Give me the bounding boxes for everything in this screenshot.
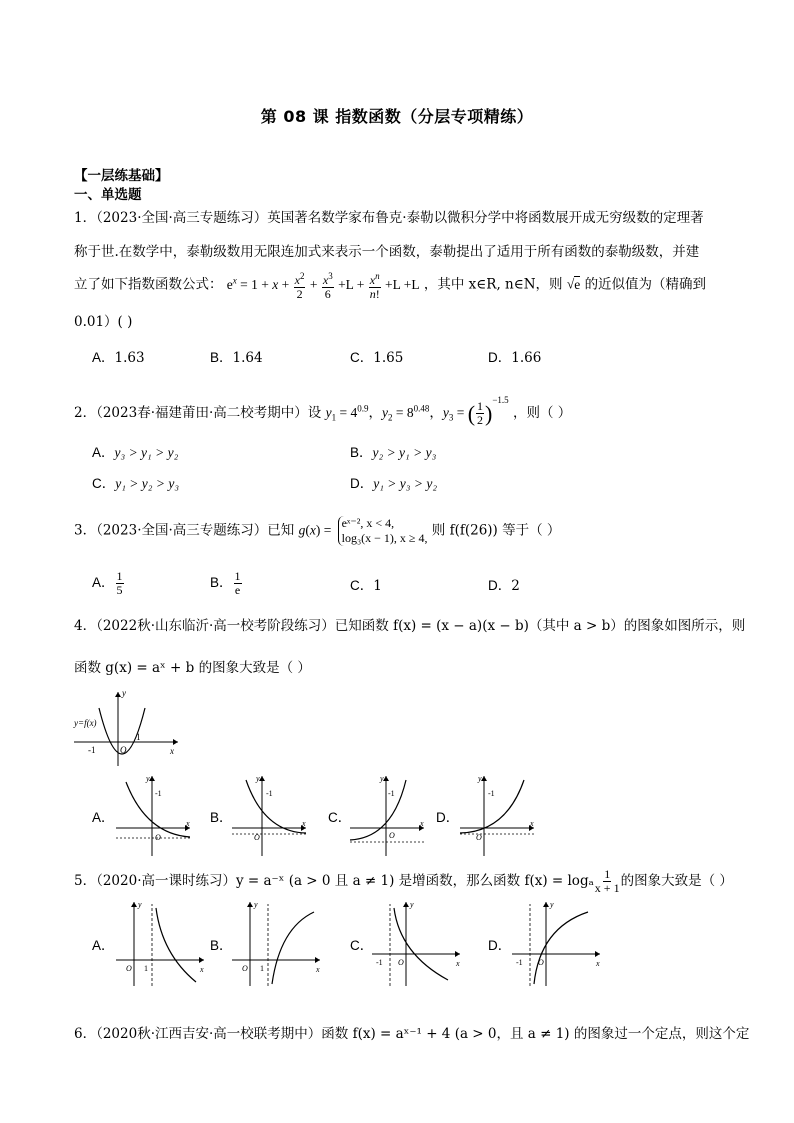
option-label: C． [92, 476, 116, 491]
option-label: A． [92, 938, 115, 953]
option-label: B． [210, 575, 233, 590]
q2-option-c[interactable] [92, 472, 179, 492]
origin-label: O [120, 745, 127, 755]
q3-option-a[interactable] [92, 570, 125, 597]
q1-line2: 称于世.在数学中，泰勒级数用无限连加式来表示一个函数，泰勒提出了适用于所有函数的泰勒级数，并建 [74, 244, 700, 260]
q3-case1: eˣ⁻², x < 4, [341, 516, 395, 530]
option-label: C． [350, 578, 374, 593]
option-label: B． [210, 810, 233, 825]
tick-one: 1 [136, 732, 141, 742]
option-label: D． [350, 476, 374, 491]
svg-text:y: y [410, 900, 414, 909]
q1-option-b[interactable] [210, 346, 263, 366]
svg-text:1: 1 [260, 964, 264, 973]
curve [272, 912, 314, 984]
tick-neg-one: -1 [88, 745, 96, 755]
q2-option-a[interactable] [92, 441, 178, 461]
q3-post: 则 f(f(26)) 等于（ ） [431, 522, 561, 539]
svg-text:x: x [456, 959, 460, 968]
svg-text:y: y [138, 900, 142, 909]
sqrt-e: √e [566, 276, 581, 292]
option-value: y₁ > y₂ > y₃ [115, 476, 180, 491]
q2-definitions: $y_1 = 4^{0.9}$，$y_2 = 8^{0.48}$，$y_3$ = ( $\frac{1}{2}$ )$^{-1.5}$ [325, 395, 509, 428]
q4-reference-graph [72, 688, 182, 768]
svg-text:-1: -1 [488, 789, 495, 798]
q3-function-name: g(x) = [298, 522, 332, 538]
q4-option-c-graph [346, 772, 428, 858]
option-label: D． [436, 810, 460, 825]
svg-text:y: y [256, 774, 260, 783]
curve [394, 908, 448, 980]
svg-text:x: x [186, 819, 190, 828]
option-label: C． [350, 938, 374, 953]
q5-option-d-graph [508, 898, 604, 988]
svg-text:x: x [420, 819, 424, 828]
q4-line2: 函数 g(x) = aˣ + b 的图象大致是（ ） [74, 660, 311, 676]
option-value: 2 [511, 578, 520, 594]
q3-line [74, 516, 722, 546]
subsection-heading: 一、单选题 [74, 187, 142, 203]
curve [156, 908, 196, 982]
section-heading: 【一层练基础】 [74, 168, 169, 184]
q1-line3-pre: 立了如下指数函数公式： [74, 276, 223, 293]
option-value: 1.66 [511, 350, 542, 366]
q3-pre: 3．（2023·全国·高三专题练习）已知 [74, 522, 295, 539]
graph-label: y=f(x) [74, 718, 97, 728]
svg-text:O: O [476, 833, 482, 842]
svg-text:x: x [316, 965, 320, 974]
q1-option-c[interactable] [350, 346, 403, 366]
q4-option-d-graph [456, 772, 538, 858]
svg-text:O: O [538, 958, 544, 967]
q3-piecewise [338, 516, 428, 546]
q2-post: ，则（ ） [512, 405, 572, 421]
q3-option-c[interactable] [350, 574, 382, 594]
svg-text:x: x [530, 819, 534, 828]
option-value: 1.65 [373, 350, 404, 366]
svg-text:-1: -1 [376, 958, 383, 967]
svg-text:x: x [596, 959, 600, 968]
q1-option-a[interactable] [92, 346, 145, 366]
option-label: D． [488, 578, 512, 593]
q5-frac-num: 1 [604, 867, 611, 881]
q1-line4: 0.01）( ) [74, 314, 133, 330]
option-label: C． [350, 350, 374, 365]
q1-line3-tail: 的近似值为（精确到 [584, 276, 707, 293]
svg-text:y: y [380, 774, 384, 783]
option-label: B． [210, 350, 233, 365]
q2-option-b[interactable] [350, 441, 436, 461]
svg-text:y: y [478, 774, 482, 783]
svg-text:-1: -1 [155, 789, 162, 798]
option-label: D． [488, 938, 512, 953]
option-label: B． [350, 445, 373, 460]
option-value: 1.63 [114, 350, 145, 366]
x-label: x [170, 746, 174, 756]
q2-option-d[interactable] [350, 472, 437, 492]
curve [350, 780, 406, 840]
option-numerator: 1 [234, 569, 241, 583]
svg-text:-1: -1 [266, 789, 273, 798]
taylor-formula: $e^x = 1 + x$ + $\frac{x^2}{2}$ + $\frac{x^3}{6}$ +L + $\frac{x^n}{n!}$ +L +L [226, 271, 420, 301]
x-arrow [173, 739, 178, 745]
svg-text:y: y [254, 900, 258, 909]
svg-text:-1: -1 [388, 789, 395, 798]
q3-case2: log₃(x − 1), x ≥ 4, [341, 531, 428, 545]
svg-text:x: x [200, 965, 204, 974]
q5-option-b-graph [228, 898, 324, 988]
svg-text:O: O [398, 958, 404, 967]
page-title: 第 08 课 指数函数（分层专项精练） [260, 107, 534, 126]
svg-text:O: O [389, 831, 395, 840]
curve [534, 912, 588, 984]
svg-text:y: y [146, 774, 150, 783]
option-label: C． [328, 810, 352, 825]
q4-option-a-graph [112, 772, 194, 858]
y-label: y [122, 688, 126, 698]
q1-line3-post: ，其中 x∈R, n∈N，则 [423, 276, 563, 293]
q6-line: 6．（2020秋·江西吉安·高一校联考期中）函数 f(x) = aˣ⁻¹ + 4 (a > 0，且 a ≠ 1) 的图象过一个定点，则这个定 [74, 1026, 750, 1042]
q2-pre: 2．（2023春·福建莆田·高二校考期中）设 [74, 405, 322, 421]
q5-option-c-graph [368, 898, 464, 988]
option-value: 1.64 [232, 350, 263, 366]
q5-text: 5．（2020·高一课时练习）y = a⁻ˣ (a > 0 且 a ≠ 1) 是增函数，那么函数 f(x) = logₐ [74, 873, 594, 889]
svg-text:O: O [254, 833, 260, 842]
q3-option-d[interactable] [488, 574, 520, 594]
svg-text:O: O [242, 964, 248, 973]
option-label: A． [92, 810, 115, 825]
q5-line [74, 867, 733, 895]
q1-option-d[interactable] [488, 346, 541, 366]
curve [460, 780, 524, 833]
q1-line3 [74, 270, 722, 301]
q5-frac-den: x + 1 [594, 881, 620, 895]
option-label: A． [92, 350, 115, 365]
option-value: y₁ > y₃ > y₂ [373, 476, 438, 491]
svg-text:-1: -1 [516, 958, 523, 967]
option-label: A． [92, 575, 115, 590]
option-value: 1 [373, 578, 382, 594]
q1-line1: 1．（2023·全国·高三专题练习）英国著名数学家布鲁克·泰勒以微积分学中将函数展开成无穷级数的定理著 [74, 210, 704, 226]
q4-option-b-graph [228, 772, 310, 858]
option-numerator: 1 [116, 569, 123, 583]
q3-option-b[interactable] [210, 570, 243, 597]
option-denominator: 5 [116, 583, 123, 597]
y-arrow [115, 692, 121, 697]
svg-text:O: O [155, 833, 161, 842]
q2-line [74, 390, 722, 428]
svg-text:1: 1 [144, 964, 148, 973]
option-value: y₃ > y₁ > y₂ [114, 445, 179, 460]
q5-option-a-graph [112, 898, 208, 988]
svg-text:O: O [126, 964, 132, 973]
svg-text:y: y [550, 900, 554, 909]
option-denominator: e [234, 583, 241, 597]
q5-tail: 的图象大致是（ ） [620, 873, 733, 889]
q4-line1: 4．（2022秋·山东临沂·高一校考阶段练习）已知函数 f(x) = (x − a)(x − b)（其中 a > b）的图象如图所示，则 [74, 618, 746, 634]
option-label: A． [92, 445, 115, 460]
option-label: B． [210, 938, 233, 953]
option-value: y₂ > y₁ > y₃ [372, 445, 437, 460]
svg-text:x: x [302, 819, 306, 828]
curve [246, 780, 306, 833]
option-label: D． [488, 350, 512, 365]
